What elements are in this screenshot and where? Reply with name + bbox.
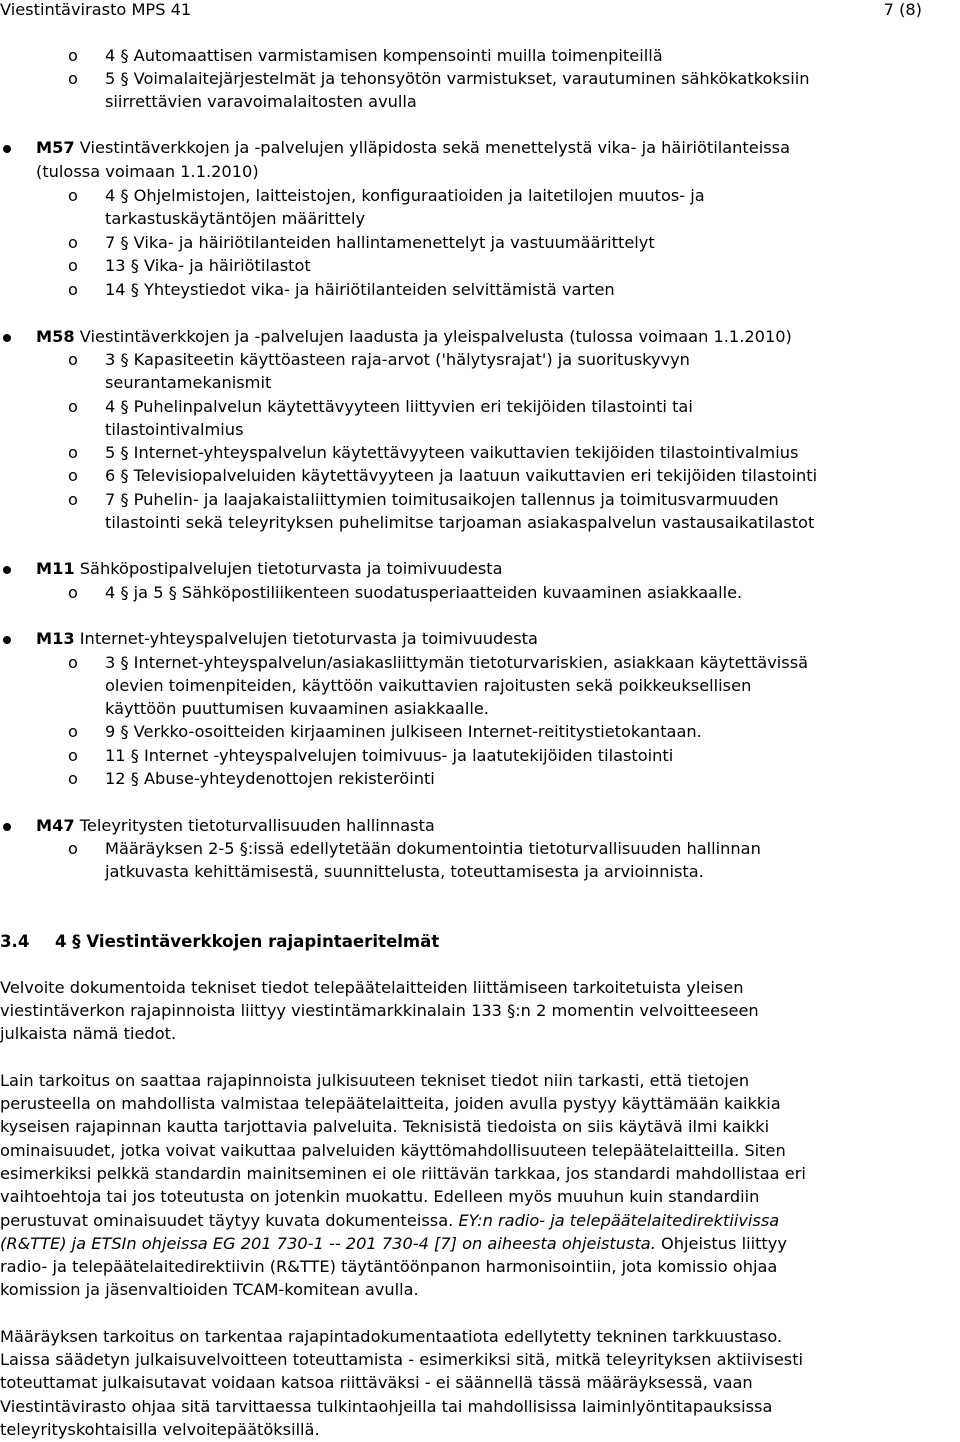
list-marker: o bbox=[68, 46, 78, 65]
list-marker: o bbox=[68, 769, 78, 788]
paragraph-2-line: ominaisuudet, jotka voivat vaikuttaa palveluiden käyttömahdollisuuteen telepäätelaitteilla. Siten bbox=[0, 1141, 786, 1160]
regulation-m13-title: M13 Internet-yhteyspalvelujen tietoturvasta ja toimivuudesta bbox=[36, 629, 538, 648]
list-marker: o bbox=[68, 397, 78, 416]
list-item: 4 § Puhelinpalvelun käytettävyyteen liittyvien eri tekijöiden tilastointi tai bbox=[105, 397, 693, 416]
paragraph-2-line: komission ja jäsenvaltioiden TCAM-komitean avulla. bbox=[0, 1280, 419, 1299]
list-marker: o bbox=[68, 443, 78, 462]
paragraph-2-line: vaihtoehtoja tai jos toteutusta on jotenkin muokattu. Edelleen myös muuhun kuin standardiin bbox=[0, 1187, 760, 1206]
list-item: 6 § Televisiopalveluiden käytettävyyteen ja laatuun vaikuttavien eri tekijöiden tilastointi bbox=[105, 466, 818, 485]
paragraph-3-line: toteuttamat julkaisutavat voidaan katsoa riittäväksi - ei säännellä tässä määräyksessä, vaan bbox=[0, 1373, 753, 1392]
paragraph-2-line: (R&TTE) ja ETSIn ohjeissa EG 201 730-1 -- 201 730-4 [7] on aiheesta ohjeistusta. Ohjeistus liittyy bbox=[0, 1234, 787, 1253]
paragraph-3-line: teleyrityskohtaisilla velvoitepäätöksillä. bbox=[0, 1420, 320, 1439]
list-item: 7 § Puhelin- ja laajakaistaliittymien toimitusaikojen tallennus ja toimitusvarmuuden bbox=[105, 490, 779, 509]
paragraph-1-line: viestintäverkon rajapinnoista liittyy viestintämarkkinalain 133 §:n 2 momentin velvoitteeseen bbox=[0, 1001, 759, 1020]
paragraph-3-line: Määräyksen tarkoitus on tarkentaa rajapintadokumentaatiota edellytetty tekninen tarkkuustaso. bbox=[0, 1327, 783, 1346]
list-item: seurantamekanismit bbox=[105, 373, 272, 392]
list-item: 4 § Automaattisen varmistamisen kompensointi muilla toimenpiteillä bbox=[105, 46, 663, 65]
list-marker: o bbox=[68, 466, 78, 485]
paragraph-2-line: esimerkiksi pelkkä standardin mainitseminen ei ole riittävän tarkkaa, jos standardi mahdollistaa eri bbox=[0, 1164, 806, 1183]
list-item: 12 § Abuse-yhteydenottojen rekisteröinti bbox=[105, 769, 435, 788]
list-item: tarkastuskäytäntöjen määrittely bbox=[105, 209, 366, 228]
bullet-m13 bbox=[3, 636, 11, 644]
paragraph-2-line: kyseisen rajapinnan kautta tarjottavia palveluita. Teknisistä tiedoista on siis käytävä ilmi kaikki bbox=[0, 1117, 770, 1136]
paragraph-2-line: Lain tarkoitus on saattaa rajapinnoista julkisuuteen tekniset tiedot niin tarkasti, että tietojen bbox=[0, 1071, 750, 1090]
list-marker: o bbox=[68, 256, 78, 275]
bullet-m57 bbox=[3, 145, 11, 153]
list-marker: o bbox=[68, 69, 78, 88]
list-item: 14 § Yhteystiedot vika- ja häiriötilanteiden selvittämistä varten bbox=[105, 280, 615, 299]
section-title: 4 § Viestintäverkkojen rajapintaeritelmät bbox=[54, 932, 440, 951]
bullet-m47 bbox=[3, 823, 11, 831]
list-item: 13 § Vika- ja häiriötilastot bbox=[105, 256, 311, 275]
section-heading bbox=[0, 930, 439, 953]
list-item: jatkuvasta kehittämisestä, suunnittelusta, toteuttamisesta ja arvioinnista. bbox=[105, 862, 704, 881]
paragraph-3-line: Laissa säädetyn julkaisuvelvoitteen toteuttamista - esimerkiksi sitä, mitkä teleyrityksen aktiivisesti bbox=[0, 1350, 804, 1369]
list-item: 3 § Kapasiteetin käyttöasteen raja-arvot ('hälytysrajat') ja suorituskyvyn bbox=[105, 350, 690, 369]
list-item: tilastointi sekä teleyrityksen puhelimitse tarjoaman asiakaspalvelun vastausaikatilastot bbox=[105, 513, 815, 532]
paragraph-3-line: Viestintävirasto ohjaa sitä tarvittaessa tulkintaohjeilla tai mahdollisissa laiminlyöntitapauksissa bbox=[0, 1397, 773, 1416]
list-marker: o bbox=[68, 350, 78, 369]
paragraph-1-line: julkaista nämä tiedot. bbox=[0, 1024, 177, 1043]
paragraph-2-italic: EY:n radio- ja telepäätelaitedirektiivissa bbox=[453, 1211, 780, 1230]
list-marker: o bbox=[68, 746, 78, 765]
paragraph-2-line: perustuvat ominaisuudet täytyy kuvata dokumenteissa. EY:n radio- ja telepäätelaitedirektiivissa bbox=[0, 1211, 780, 1230]
document-id: Viestintävirasto MPS 41 bbox=[0, 0, 192, 19]
list-marker: o bbox=[68, 583, 78, 602]
list-item: 11 § Internet -yhteyspalvelujen toimivuus- ja laatutekijöiden tilastointi bbox=[105, 746, 674, 765]
list-item: 7 § Vika- ja häiriötilanteiden hallintamenettelyt ja vastuumäärittelyt bbox=[105, 233, 655, 252]
list-item: tilastointivalmius bbox=[105, 420, 244, 439]
list-marker: o bbox=[68, 280, 78, 299]
list-item: käyttöön puuttumisen kuvaaminen asiakkaalle. bbox=[105, 699, 489, 718]
paragraph-2-line: perusteella on mahdollista valmistaa telepäätelaitteita, joiden avulla pystyy käyttämään kaikkia bbox=[0, 1094, 781, 1113]
regulation-m47-title: M47 Teleyritysten tietoturvallisuuden hallinnasta bbox=[36, 816, 435, 835]
list-item: 5 § Internet-yhteyspalvelun käytettävyyteen vaikuttavien tekijöiden tilastointivalmius bbox=[105, 443, 799, 462]
regulation-m58-title: M58 Viestintäverkkojen ja -palvelujen laadusta ja yleispalvelusta (tulossa voimaan 1.1.2010) bbox=[36, 327, 792, 346]
list-marker: o bbox=[68, 722, 78, 741]
section-number: 3.4 bbox=[0, 932, 30, 951]
list-item: olevien toimenpiteiden, käyttöön vaikuttavien rajoitusten sekä poikkeuksellisen bbox=[105, 676, 752, 695]
page-number: 7 (8) bbox=[883, 0, 922, 19]
list-marker: o bbox=[68, 653, 78, 672]
list-item: siirrettävien varavoimalaitosten avulla bbox=[105, 92, 417, 111]
list-marker: o bbox=[68, 839, 78, 858]
list-marker: o bbox=[68, 490, 78, 509]
list-item: 4 § ja 5 § Sähköpostiliikenteen suodatusperiaatteiden kuvaaminen asiakkaalle. bbox=[105, 583, 743, 602]
list-item: 9 § Verkko-osoitteiden kirjaaminen julkiseen Internet-reititystietokantaan. bbox=[105, 722, 702, 741]
list-item: 4 § Ohjelmistojen, laitteistojen, konfiguraatioiden ja laitetilojen muutos- ja bbox=[105, 186, 705, 205]
page-header bbox=[0, 0, 922, 21]
list-item: 3 § Internet-yhteyspalvelun/asiakasliittymän tietoturvariskien, asiakkaan käytettävissä bbox=[105, 653, 809, 672]
paragraph-2-italic: (R&TTE) ja ETSIn ohjeissa EG 201 730-1 -- 201 730-4 [7] on aiheesta ohjeistusta. bbox=[0, 1234, 656, 1253]
bullet-m11 bbox=[3, 566, 11, 574]
regulation-m11-title: M11 Sähköpostipalvelujen tietoturvasta ja toimivuudesta bbox=[36, 559, 503, 578]
bullet-m58 bbox=[3, 334, 11, 342]
regulation-m57-title: M57 Viestintäverkkojen ja -palvelujen ylläpidosta sekä menettelystä vika- ja häiriötilanteissa bbox=[36, 138, 790, 157]
regulation-m57-title-cont: (tulossa voimaan 1.1.2010) bbox=[36, 162, 259, 181]
paragraph-1-line: Velvoite dokumentoida tekniset tiedot telepäätelaitteiden liittämiseen tarkoitetuista yleisen bbox=[0, 978, 744, 997]
list-marker: o bbox=[68, 186, 78, 205]
paragraph-2-line: radio- ja telepäätelaitedirektiivin (R&TTE) täytäntöönpanon harmonisointiin, jota komissio ohjaa bbox=[0, 1257, 778, 1276]
list-item: 5 § Voimalaitejärjestelmät ja tehonsyötön varmistukset, varautuminen sähkökatkoksiin bbox=[105, 69, 810, 88]
list-marker: o bbox=[68, 233, 78, 252]
list-item: Määräyksen 2-5 §:issä edellytetään dokumentointia tietoturvallisuuden hallinnan bbox=[105, 839, 761, 858]
